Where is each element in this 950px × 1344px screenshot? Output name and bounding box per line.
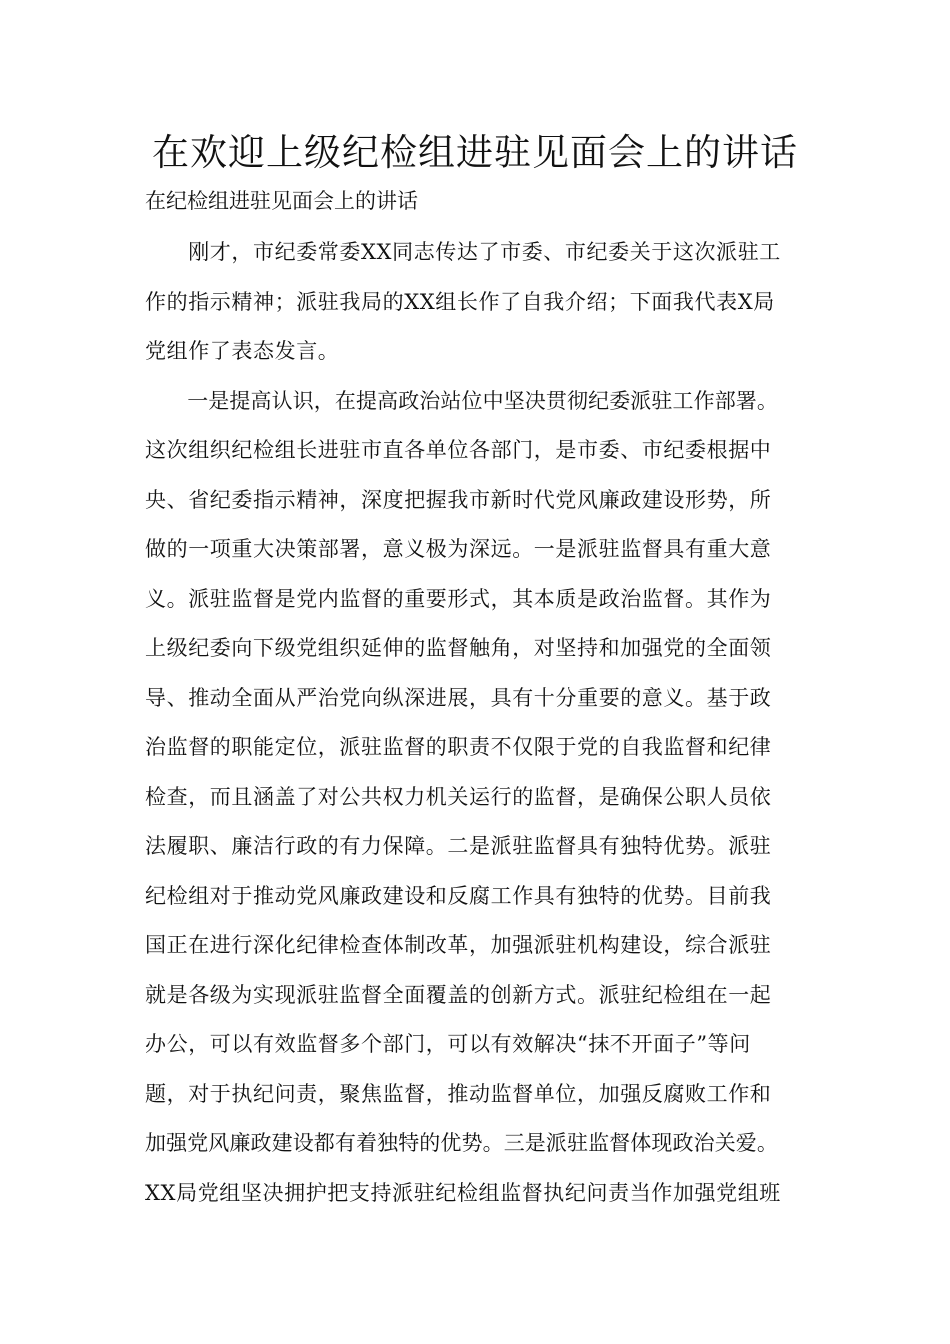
text-line: 纪检组对于推动党风廉政建设和反腐工作具有独特的优势。目前我 — [145, 883, 772, 908]
text-line: 加强党风廉政建设都有着独特的优势。三是派驻监督体现政治关爱。 — [145, 1131, 778, 1155]
text-line: 这次组织纪检组长进驻市直各单位各部门，是市委、市纪委根据中 — [145, 438, 772, 462]
text-line: 央、省纪委指示精神，深度把握我市新时代党风廉政建设形势，所 — [145, 487, 772, 512]
text-line: XX局党组坚决拥护把支持派驻纪检组监督执纪问责当作加强党组班 — [145, 1180, 781, 1205]
text-line: 治监督的职能定位，派驻监督的职责不仅限于党的自我监督和纪律 — [145, 735, 772, 759]
text-line: 国正在进行深化纪律检查体制改革，加强派驻机构建设，综合派驻 — [145, 933, 772, 957]
document-subtitle: 在纪检组进驻见面会上的讲话 — [145, 189, 418, 213]
text-line: 就是各级为实现派驻监督全面覆盖的创新方式。派驻纪检组在一起 — [145, 982, 772, 1007]
text-line: 做的一项重大决策部署，意义极为深远。一是派驻监督具有重大意 — [145, 537, 772, 561]
text-line: 办公，可以有效监督多个部门，可以有效解决“抹不开面子”等问 — [145, 1032, 751, 1056]
text-line: 检查，而且涵盖了对公共权力机关运行的监督，是确保公职人员依 — [145, 784, 772, 809]
document-body — [145, 232, 815, 1222]
text-line: 作的指示精神；派驻我局的XX组长作了自我介绍；下面我代表X局 — [145, 289, 775, 314]
document-title: 在欢迎上级纪检组进驻见面会上的讲话 — [152, 131, 798, 174]
text-line: 义。派驻监督是党内监督的重要形式，其本质是政治监督。其作为 — [145, 586, 772, 611]
text-line: 题，对于执纪问责，聚焦监督，推动监督单位，加强反腐败工作和 — [145, 1081, 772, 1106]
text-line: 法履职、廉洁行政的有力保障。二是派驻监督具有独特优势。派驻 — [145, 834, 772, 858]
text-line: 导、推动全面从严治党向纵深进展，具有十分重要的意义。基于政 — [145, 685, 772, 710]
text-line: 上级纪委向下级党组织延伸的监督触角，对坚持和加强党的全面领 — [145, 636, 772, 660]
text-line: 一是提高认识，在提高政治站位中坚决贯彻纪委派驻工作部署。 — [145, 388, 778, 413]
text-line: 刚才，市纪委常委XX同志传达了市委、市纪委关于这次派驻工 — [145, 240, 781, 264]
text-line: 党组作了表态发言。 — [145, 339, 340, 363]
